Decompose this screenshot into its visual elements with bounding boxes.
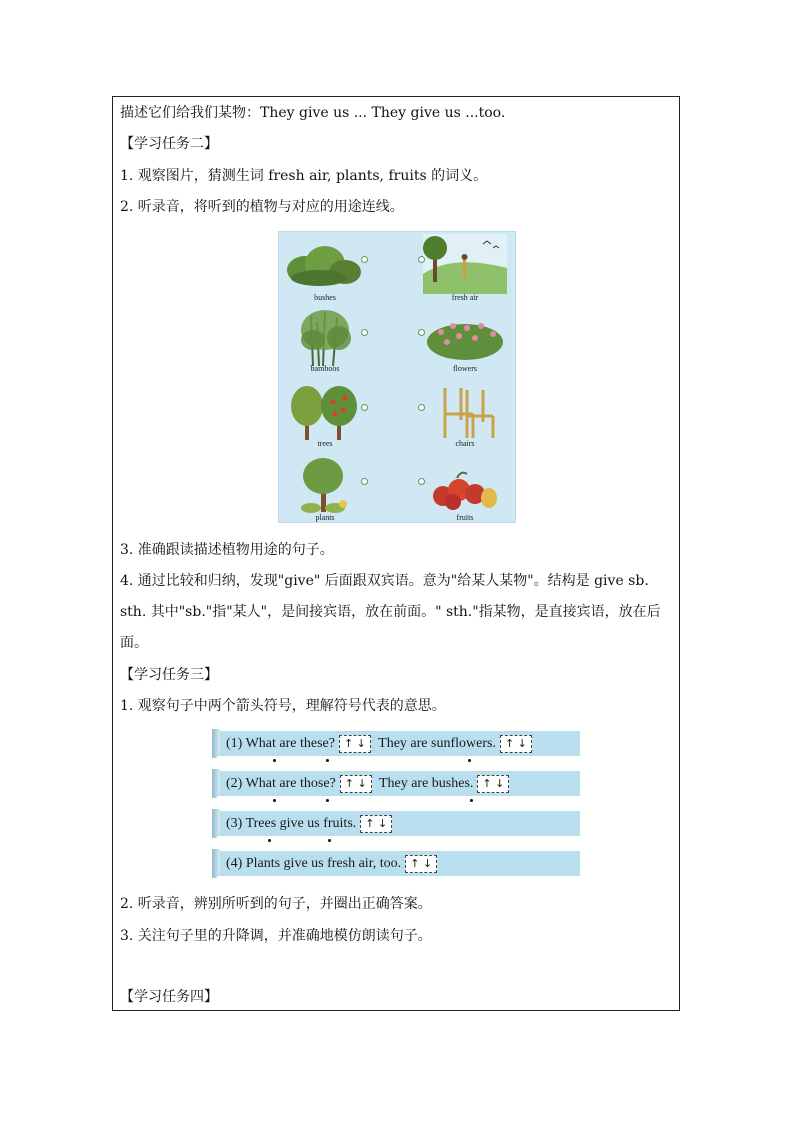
stress-dot (273, 799, 276, 802)
flowers-picture (423, 306, 507, 372)
stress-dot (268, 839, 271, 842)
stress-dot (468, 759, 471, 762)
caption-fruits: fruits (456, 513, 474, 522)
intonation-box[interactable]: ↑ ↓ (339, 735, 371, 753)
intonation-box[interactable]: ↑ ↓ (477, 775, 509, 793)
intonation-box[interactable]: ↑ ↓ (340, 775, 372, 793)
task2-item4: 4. 通过比较和归纳，发现"give" 后面跟双宾语。意为"给某人某物"。结构是 give sb. sth. 其中"sb."指"某人"，是间接宾语，放在前面。" sth."指某物，是直接宾语，放在后面。 (120, 573, 661, 651)
sentence-1a: (1) What are these? (226, 736, 335, 752)
sentence-2b: They are bushes. (378, 776, 474, 792)
task3-heading: 【学习任务三】 (120, 667, 218, 683)
caption-fresh-air: fresh air (451, 293, 479, 302)
task2-item2: 2. 听录音，将听到的植物与对应的用途连线。 (120, 199, 404, 215)
stress-dot (326, 799, 329, 802)
match-dot[interactable] (361, 329, 368, 336)
match-dot[interactable] (418, 256, 425, 263)
stress-dot (470, 799, 473, 802)
strip-curl (212, 729, 220, 758)
match-dot[interactable] (361, 478, 368, 485)
caption-bamboos: bamboos (310, 364, 340, 373)
fruits-picture (423, 454, 507, 520)
stress-dot (326, 759, 329, 762)
strip-curl (212, 769, 220, 798)
match-dot[interactable] (361, 404, 368, 411)
task2-item3: 3. 准确跟读描述植物用途的句子。 (120, 542, 334, 558)
intonation-box[interactable]: ↑ ↓ (500, 735, 532, 753)
caption-flowers: flowers (453, 364, 477, 373)
task3-item2: 2. 听录音，辨别所听到的句子，并圈出正确答案。 (120, 896, 432, 912)
bushes-picture (283, 234, 367, 300)
plants-picture (283, 454, 367, 520)
match-dot[interactable] (418, 329, 425, 336)
strip-curl (212, 849, 220, 878)
fresh-air-picture (423, 234, 507, 300)
match-dot[interactable] (361, 256, 368, 263)
sentence-4: (4) Plants give us fresh air, too. (226, 856, 402, 872)
caption-bushes: bushes (314, 293, 336, 302)
match-dot[interactable] (418, 404, 425, 411)
sentence-strip-4 (212, 851, 580, 876)
stress-dot (273, 759, 276, 762)
task3-item1: 1. 观察句子中两个箭头符号，理解符号代表的意思。 (120, 698, 446, 714)
caption-trees: trees (317, 439, 333, 448)
sentence-strip-1 (212, 731, 580, 756)
chairs-picture (423, 380, 507, 446)
match-dot[interactable] (418, 478, 425, 485)
task4-heading: 【学习任务四】 (120, 989, 218, 1005)
sentence-strip-2 (212, 771, 580, 796)
sentence-strip-3 (212, 811, 580, 836)
sentence-1b: They are sunflowers. (378, 736, 496, 752)
intro-line: 描述它们给我们某物：They give us ... They give us ...too. (120, 105, 506, 121)
task2-heading: 【学习任务二】 (120, 136, 218, 152)
trees-picture (283, 380, 367, 446)
matching-figure (278, 231, 516, 523)
caption-plants: plants (315, 513, 335, 522)
task2-item1: 1. 观察图片，猜测生词 fresh air, plants, fruits 的词义。 (120, 168, 488, 184)
task3-item3: 3. 关注句子里的升降调，并准确地模仿朗读句子。 (120, 928, 432, 944)
bamboos-picture (283, 306, 367, 372)
intonation-box[interactable]: ↑ ↓ (360, 815, 392, 833)
sentence-3: (3) Trees give us fruits. (226, 816, 357, 832)
strip-curl (212, 809, 220, 838)
stress-dot (328, 839, 331, 842)
caption-chairs: chairs (455, 439, 475, 448)
intonation-box[interactable]: ↑ ↓ (405, 855, 437, 873)
sentence-2a: (2) What are those? (226, 776, 336, 792)
